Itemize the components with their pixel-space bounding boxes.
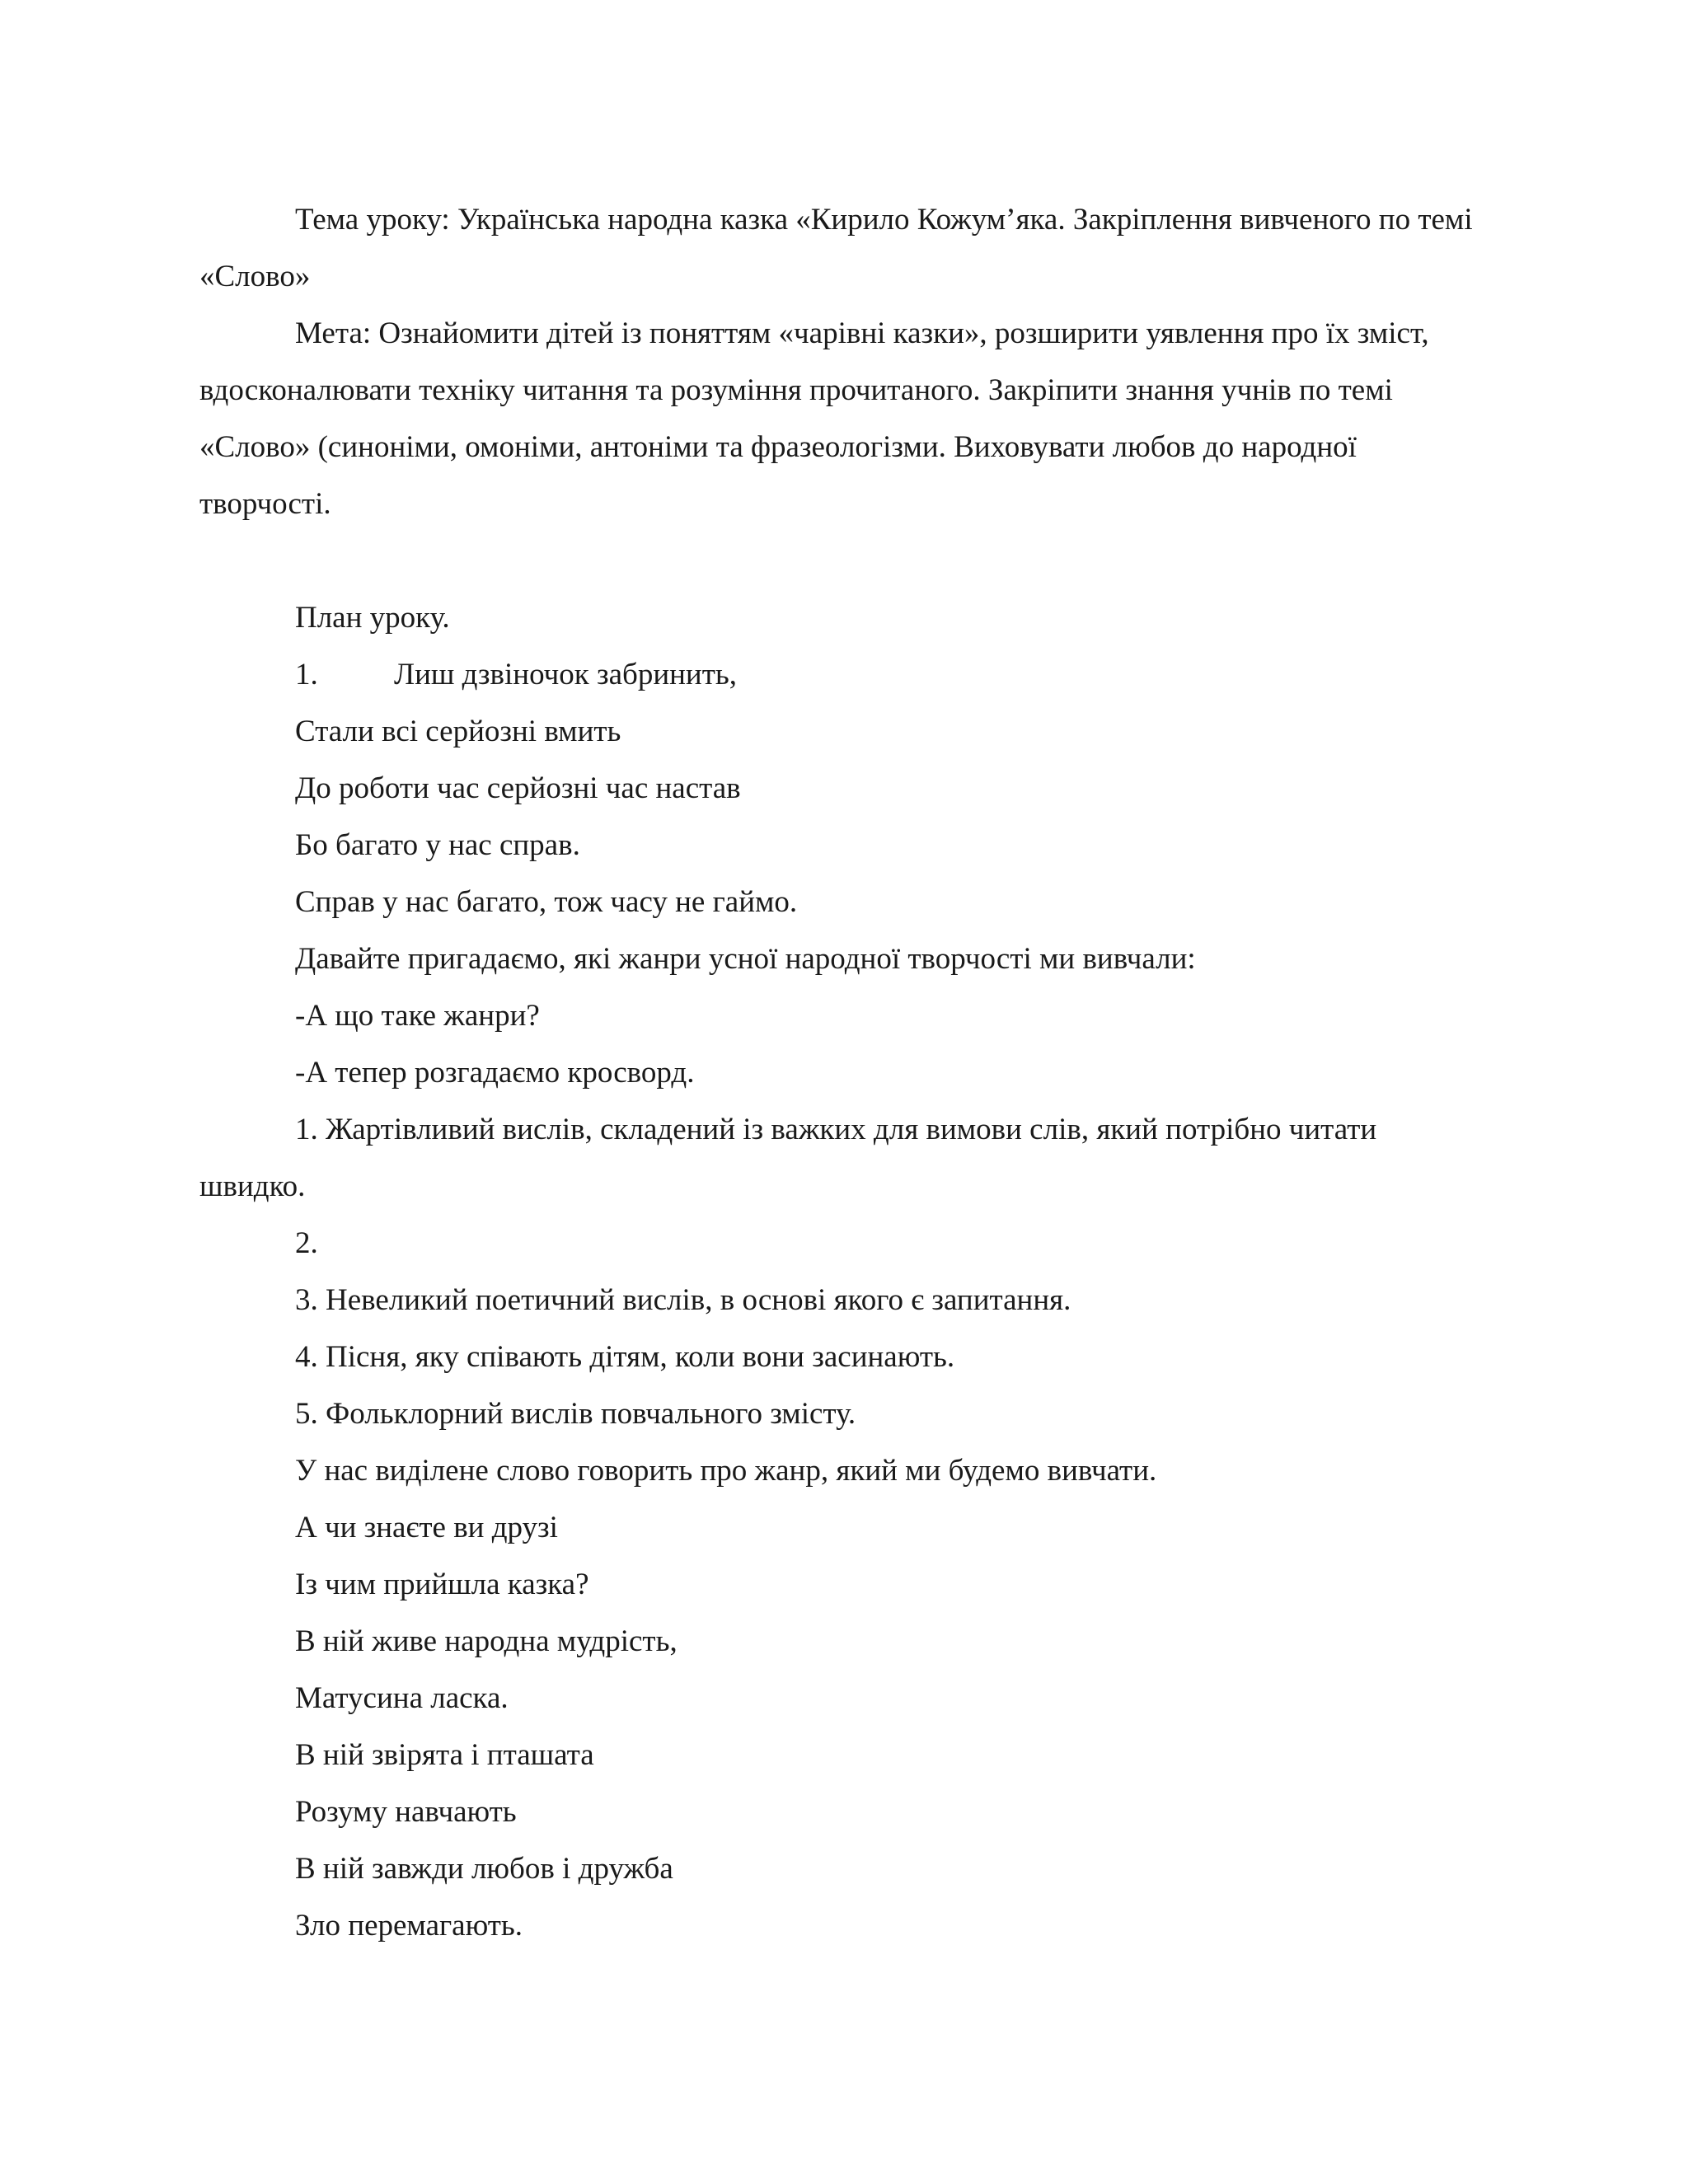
crossword-clue-3: 3. Невеликий поетичний вислів, в основі якого є запитання.: [295, 1283, 1071, 1317]
text-line: У нас виділене слово говорить про жанр, який ми будемо вивчати.: [295, 1454, 1157, 1488]
lesson-topic: Тема уроку: Українська народна казка «Кирило Кожум’яка. Закріплення вивченого по темі «Слово»: [199, 203, 1473, 293]
text-line: До роботи час серйозні час настав: [295, 771, 741, 805]
poem-line: В ній живе народна мудрість,: [295, 1624, 678, 1658]
blank-line: [199, 532, 1475, 589]
poem-line: Розуму навчають: [295, 1795, 517, 1829]
poem-line: В ній завжди любов і дружба: [295, 1852, 673, 1886]
poem-line: Матусина ласка.: [295, 1681, 509, 1715]
poem-line: Із чим прийшла казка?: [295, 1568, 589, 1601]
text-line: Справ у нас багато, тож часу не гаймо.: [295, 885, 798, 919]
poem-line: Зло перемагають.: [295, 1909, 523, 1943]
plan-title: План уроку.: [295, 601, 450, 635]
lesson-goal: Мета: Ознайомити дітей із поняттям «чарівні казки», розширити уявлення про їх зміст, вдосконалювати техніку читання та розуміння прочитаного. Закріпити знання учнів по темі «Слово» (синоніми, омоніми, антоніми та фразеологізми. Виховувати любов до народної творчості.: [199, 316, 1429, 521]
text-line: -А що таке жанри?: [295, 999, 540, 1033]
crossword-clue-5: 5. Фольклорний вислів повчального змісту.: [295, 1397, 856, 1431]
plan-item-text: Лиш дзвіночок забринить,: [394, 658, 738, 691]
text-line: Стали всі серйозні вмить: [295, 715, 621, 748]
poem-line: А чи знаєте ви друзі: [295, 1511, 558, 1544]
text-line: Бо багато у нас справ.: [295, 828, 580, 862]
crossword-clue-4: 4. Пісня, яку співають дітям, коли вони засинають.: [295, 1340, 955, 1374]
plan-item-number: 1.: [295, 658, 318, 691]
crossword-clue-1: 1. Жартівливий вислів, складений із важких для вимови слів, який потрібно читати швидко.: [199, 1113, 1377, 1203]
poem-line: В ній звірята і пташата: [295, 1738, 594, 1772]
crossword-clue-2: 2.: [295, 1226, 318, 1260]
document-body: [199, 191, 1475, 1954]
text-line: Давайте пригадаємо, які жанри усної народної творчості ми вивчали:: [295, 942, 1196, 976]
text-line: -А тепер розгадаємо кросворд.: [295, 1056, 695, 1090]
plan-item-1: [199, 646, 1475, 703]
